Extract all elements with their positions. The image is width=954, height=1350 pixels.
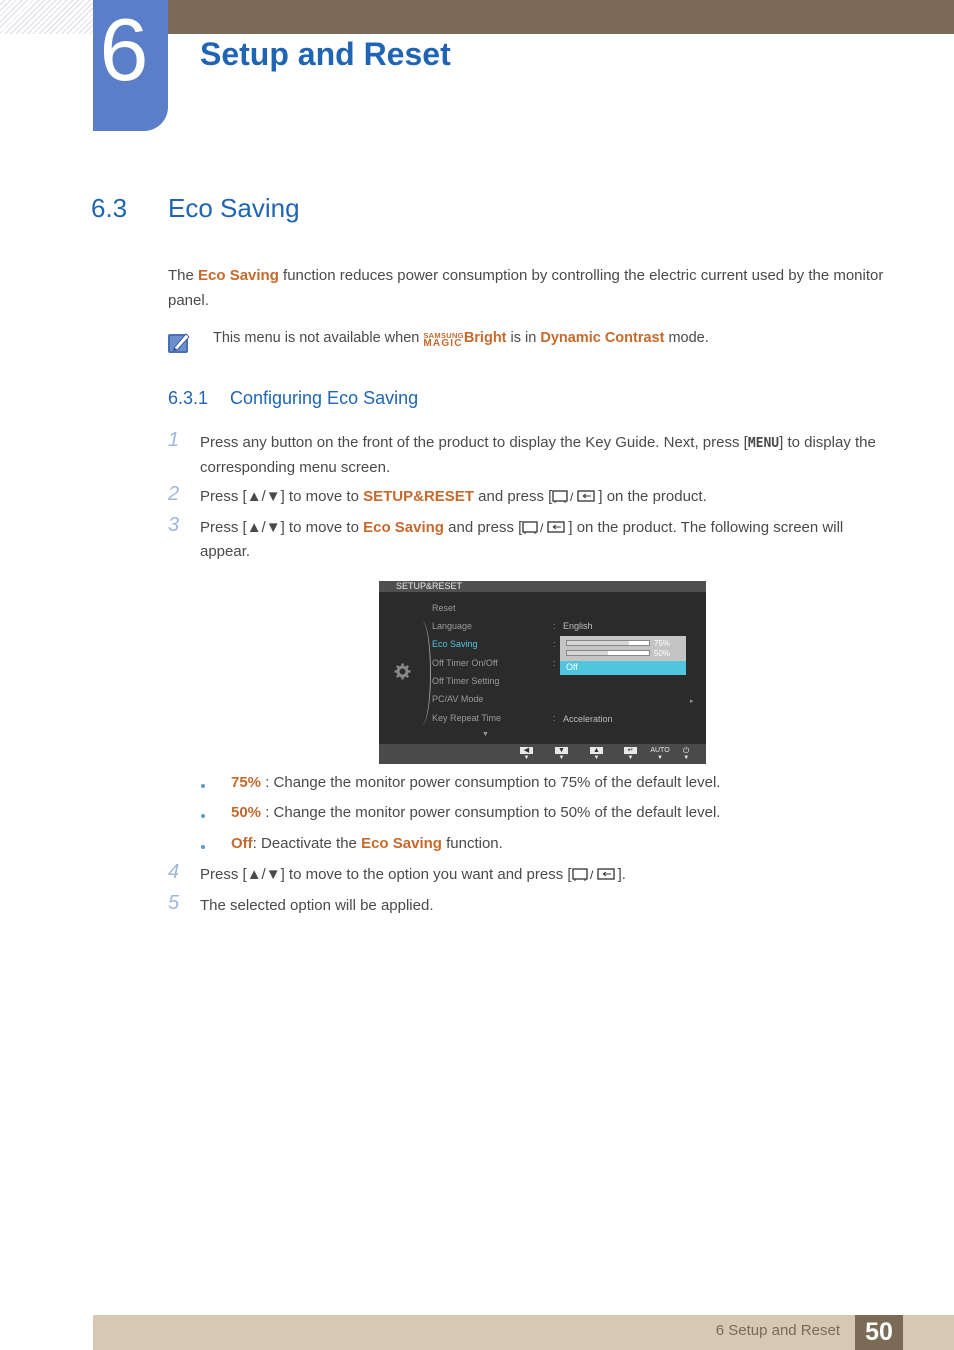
bullet-50-text: : Change the monitor power consumption to 50% of the default level.	[261, 804, 721, 821]
source-enter-key-icon	[522, 520, 568, 534]
osd-colon: :	[553, 639, 556, 649]
auto-label: AUTO	[650, 747, 670, 754]
down-button-icon[interactable]: ▼ ▼	[555, 747, 568, 762]
footer-label: 6 Setup and Reset	[715, 1322, 840, 1339]
step-3-highlight: Eco Saving	[363, 519, 444, 536]
step-text	[200, 431, 890, 480]
step-3-text-c: and press [	[443, 519, 523, 536]
bullet-75	[231, 774, 720, 791]
page-number: 50	[865, 1318, 893, 1346]
step-4-text-b: ] to move to the option you want and press [	[280, 866, 572, 883]
left-button-icon[interactable]: ◀ ▼	[520, 747, 533, 762]
eco-75-label: 75%	[654, 639, 671, 648]
section-title: Eco Saving	[168, 193, 300, 223]
step-number: 4	[168, 861, 180, 883]
osd-title: SETUP&RESET	[396, 581, 463, 591]
step-4-text-a: Press [	[200, 866, 247, 883]
osd-item-reset[interactable]: Reset	[432, 603, 456, 613]
step-1-text-a: Press any button on the front of the product to display the Key Guide. Next, press [	[200, 434, 748, 451]
chevron-right-icon: ▸	[690, 698, 694, 705]
step-number: 2	[168, 483, 180, 505]
osd-item-key-repeat[interactable]: Key Repeat Time	[432, 713, 502, 723]
step-3-text-a: Press [	[200, 519, 247, 536]
auto-button[interactable]: AUTO ▼	[650, 747, 670, 761]
osd-item-eco-saving[interactable]: Eco Saving	[432, 639, 478, 649]
osd-menu-screenshot	[379, 581, 706, 764]
intro-highlight: Eco Saving	[198, 267, 279, 284]
eco-50-fill	[567, 651, 608, 655]
osd-item-off-timer-setting[interactable]: Off Timer Setting	[432, 676, 500, 686]
step-text	[200, 516, 890, 564]
eco-saving-options	[560, 636, 686, 675]
chapter-tab	[93, 0, 168, 131]
up-down-arrows-icon: ▲/▼	[246, 488, 281, 505]
gear-icon	[394, 663, 411, 680]
eco-50-label: 50%	[654, 649, 671, 658]
bullet-75-highlight: 75%	[231, 774, 262, 791]
osd-colon: :	[553, 658, 556, 668]
section-number: 6.3	[91, 193, 128, 223]
chevron-down-icon: ▼	[482, 731, 489, 738]
bullet-icon	[201, 784, 205, 788]
step-2-text-d: ] on the product.	[598, 488, 707, 505]
eco-off-label: Off	[566, 662, 578, 672]
eco-50-bar[interactable]	[566, 650, 650, 656]
step-2-text-a: Press [	[200, 488, 247, 505]
step-2-highlight: SETUP&RESET	[363, 488, 474, 505]
up-button-icon[interactable]: ▲ ▼	[590, 747, 603, 762]
bullet-off-highlight-2: Eco Saving	[361, 835, 442, 852]
bullet-icon	[201, 845, 205, 849]
bullet-icon	[201, 814, 205, 818]
bullet-off-highlight: Off	[231, 835, 253, 852]
osd-header	[379, 581, 706, 592]
note-text	[213, 330, 709, 348]
eco-75-bar[interactable]	[566, 640, 650, 646]
step-3-text-d: ] on the product. The following screen will appear.	[200, 519, 844, 560]
osd-value-language: English	[563, 621, 593, 631]
page-number-box	[855, 1315, 903, 1350]
osd-arc-decoration	[413, 621, 431, 725]
step-4-text-d: ].	[617, 866, 626, 883]
osd-value-key-repeat: Acceleration	[563, 714, 613, 724]
osd-colon: :	[553, 621, 556, 631]
step-1-text-b: ] to display the corresponding menu screen.	[200, 434, 876, 476]
magic-bright-word: Bright	[463, 330, 507, 346]
bullet-50-highlight: 50%	[231, 804, 262, 821]
page-footer	[93, 1315, 954, 1350]
magic-logo-bottom: MAGIC	[423, 338, 463, 349]
svg-text:/: /	[589, 868, 593, 881]
bullet-off	[231, 835, 503, 852]
note-highlight: Dynamic Contrast	[540, 330, 665, 346]
bullet-50	[231, 804, 720, 821]
svg-text:/: /	[570, 490, 574, 503]
step-text: The selected option will be applied.	[200, 897, 434, 914]
subsection-number: 6.3.1	[168, 388, 209, 408]
step-2-text-b: ] to move to	[280, 488, 364, 505]
osd-item-pc-av-mode[interactable]: PC/AV Mode	[432, 694, 484, 704]
note-text-before: This menu is not available when	[213, 330, 424, 346]
svg-text:/: /	[540, 521, 544, 534]
magic-logo-top: SAMSUNG	[423, 331, 464, 340]
bullet-off-text: : Deactivate the	[252, 835, 362, 852]
step-number: 3	[168, 514, 180, 536]
note-text-after: mode.	[664, 330, 709, 346]
intro-paragraph	[168, 263, 888, 313]
step-3-text-b: ] to move to	[280, 519, 364, 536]
up-down-arrows-icon: ▲/▼	[246, 519, 281, 536]
osd-colon: :	[553, 713, 556, 723]
osd-item-off-timer[interactable]: Off Timer On/Off	[432, 658, 498, 668]
bullet-75-text: : Change the monitor power consumption to 75% of the default level.	[261, 774, 721, 791]
intro-text-after: function reduces power consumption by controlling the electric current used by the monitor panel.	[168, 267, 884, 309]
note-text-mid: is in	[506, 330, 541, 346]
step-number: 1	[168, 429, 180, 451]
samsung-magic-logo	[423, 332, 463, 348]
menu-key-label: MENU	[747, 436, 780, 451]
power-button-icon[interactable]: ⏻ ▼	[683, 746, 690, 761]
step-text	[200, 863, 890, 887]
intro-text-before: The	[168, 267, 199, 284]
eco-off-option[interactable]	[560, 661, 686, 675]
enter-button-icon[interactable]: ↵ ▼	[624, 747, 637, 762]
up-down-arrows-icon: ▲/▼	[246, 866, 281, 883]
osd-button-guide	[379, 744, 706, 764]
chapter-number: 6	[99, 0, 149, 99]
subsection-title: Configuring Eco Saving	[230, 388, 419, 408]
header-hatch-pattern	[0, 0, 93, 34]
source-enter-key-icon	[552, 489, 598, 503]
header-bar	[93, 0, 954, 34]
step-text	[200, 485, 890, 509]
source-enter-key-icon	[572, 867, 618, 881]
chapter-title: Setup and Reset	[200, 36, 451, 72]
osd-item-language[interactable]: Language	[432, 621, 473, 631]
note-pencil-icon	[168, 331, 191, 354]
eco-75-fill	[567, 641, 629, 645]
bullet-off-text-2: function.	[441, 835, 503, 852]
step-2-text-c: and press [	[473, 488, 553, 505]
step-number: 5	[168, 892, 180, 914]
